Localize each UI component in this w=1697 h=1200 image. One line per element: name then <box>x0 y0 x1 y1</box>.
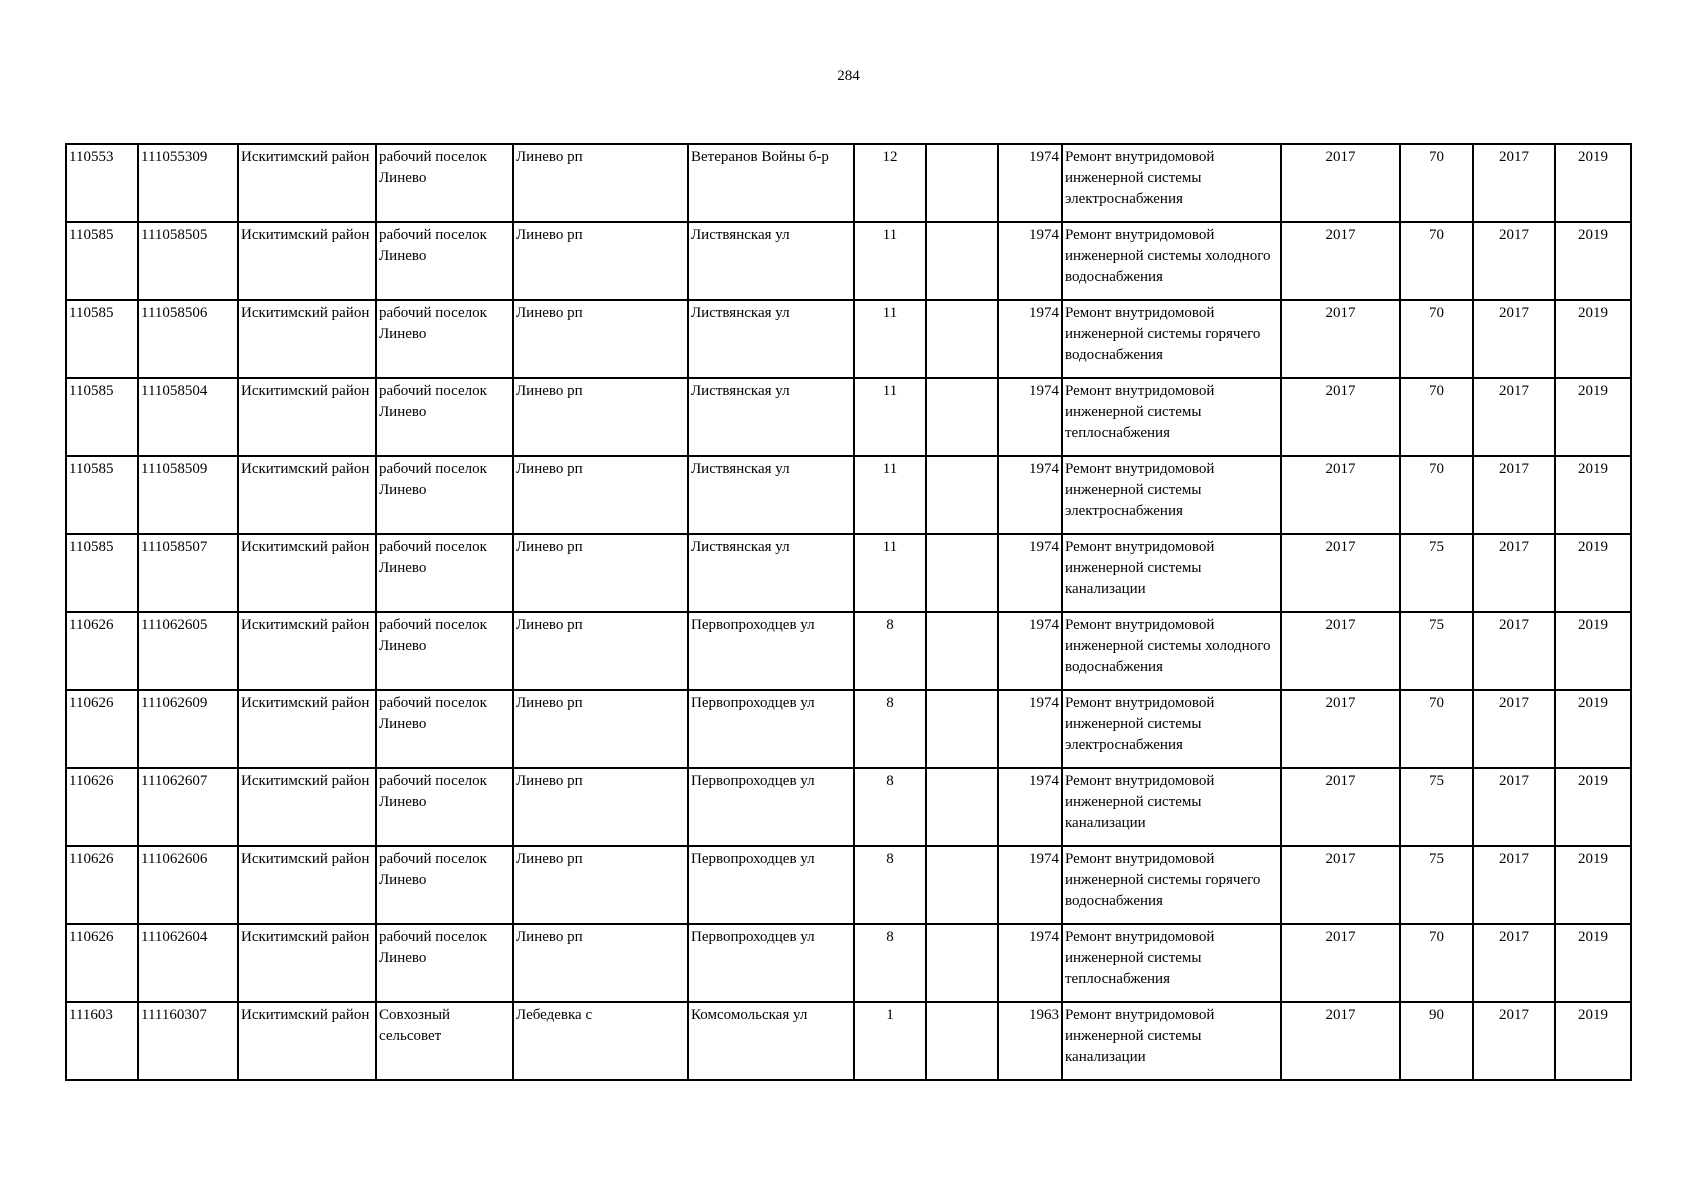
cell-plan-start-year: 2017 <box>1473 456 1555 534</box>
cell-element-code: 111062609 <box>138 690 238 768</box>
cell-work-type: Ремонт внутридомовой инженерной системы канализации <box>1062 534 1281 612</box>
cell-locality: Линево рп <box>513 846 688 924</box>
cell-street: Листвянская ул <box>688 300 854 378</box>
cell-house-number: 8 <box>854 690 926 768</box>
cell-plan-start-year: 2017 <box>1473 300 1555 378</box>
cell-work-type: Ремонт внутридомовой инженерной системы канализации <box>1062 768 1281 846</box>
cell-plan-end-year: 2019 <box>1555 456 1631 534</box>
cell-element-code: 111055309 <box>138 144 238 222</box>
cell-building-letter <box>926 534 998 612</box>
cell-plan-end-year: 2019 <box>1555 1002 1631 1080</box>
cell-element-code: 111058509 <box>138 456 238 534</box>
cell-start-year: 2017 <box>1281 456 1400 534</box>
cell-construction-year: 1963 <box>998 1002 1062 1080</box>
table-row <box>66 456 1631 534</box>
cell-building-letter <box>926 378 998 456</box>
cell-building-letter <box>926 300 998 378</box>
cell-locality: Линево рп <box>513 612 688 690</box>
cell-locality: Линево рп <box>513 144 688 222</box>
cell-start-year: 2017 <box>1281 768 1400 846</box>
cell-house-number: 11 <box>854 222 926 300</box>
cell-object-code: 110585 <box>66 222 138 300</box>
cell-object-code: 111603 <box>66 1002 138 1080</box>
cell-street: Первопроходцев ул <box>688 690 854 768</box>
cell-element-code: 111062607 <box>138 768 238 846</box>
cell-street: Листвянская ул <box>688 222 854 300</box>
cell-house-number: 11 <box>854 300 926 378</box>
cell-street: Первопроходцев ул <box>688 846 854 924</box>
table-row <box>66 846 1631 924</box>
cell-start-year: 2017 <box>1281 300 1400 378</box>
cell-building-letter <box>926 222 998 300</box>
cell-building-letter <box>926 144 998 222</box>
cell-plan-end-year: 2019 <box>1555 846 1631 924</box>
repair-registry-table <box>65 143 1632 1081</box>
cell-construction-year: 1974 <box>998 222 1062 300</box>
cell-building-letter <box>926 612 998 690</box>
cell-building-letter <box>926 924 998 1002</box>
cell-settlement-unit: рабочий поселок Линево <box>376 534 513 612</box>
cell-object-code: 110585 <box>66 456 138 534</box>
cell-settlement-unit: Совхозный сельсовет <box>376 1002 513 1080</box>
cell-construction-year: 1974 <box>998 768 1062 846</box>
cell-plan-start-year: 2017 <box>1473 612 1555 690</box>
cell-street: Первопроходцев ул <box>688 924 854 1002</box>
table-row <box>66 534 1631 612</box>
cell-element-code: 111062606 <box>138 846 238 924</box>
cell-plan-start-year: 2017 <box>1473 846 1555 924</box>
cell-wear-percent: 70 <box>1400 222 1473 300</box>
cell-building-letter <box>926 846 998 924</box>
cell-work-type: Ремонт внутридомовой инженерной системы электроснабжения <box>1062 690 1281 768</box>
cell-object-code: 110626 <box>66 612 138 690</box>
cell-plan-start-year: 2017 <box>1473 924 1555 1002</box>
cell-locality: Линево рп <box>513 534 688 612</box>
cell-street: Листвянская ул <box>688 456 854 534</box>
cell-building-letter <box>926 1002 998 1080</box>
cell-building-letter <box>926 456 998 534</box>
table-row <box>66 300 1631 378</box>
cell-wear-percent: 75 <box>1400 768 1473 846</box>
cell-district: Искитимский район <box>238 378 376 456</box>
cell-plan-end-year: 2019 <box>1555 612 1631 690</box>
cell-object-code: 110585 <box>66 378 138 456</box>
cell-plan-start-year: 2017 <box>1473 690 1555 768</box>
cell-locality: Линево рп <box>513 924 688 1002</box>
cell-start-year: 2017 <box>1281 1002 1400 1080</box>
cell-settlement-unit: рабочий поселок Линево <box>376 924 513 1002</box>
cell-street: Листвянская ул <box>688 534 854 612</box>
cell-start-year: 2017 <box>1281 846 1400 924</box>
cell-plan-start-year: 2017 <box>1473 534 1555 612</box>
cell-settlement-unit: рабочий поселок Линево <box>376 144 513 222</box>
table-row <box>66 768 1631 846</box>
cell-wear-percent: 70 <box>1400 300 1473 378</box>
cell-district: Искитимский район <box>238 612 376 690</box>
cell-settlement-unit: рабочий поселок Линево <box>376 456 513 534</box>
cell-house-number: 1 <box>854 1002 926 1080</box>
cell-house-number: 8 <box>854 846 926 924</box>
cell-house-number: 8 <box>854 924 926 1002</box>
cell-plan-start-year: 2017 <box>1473 1002 1555 1080</box>
cell-start-year: 2017 <box>1281 612 1400 690</box>
cell-element-code: 111160307 <box>138 1002 238 1080</box>
cell-street: Листвянская ул <box>688 378 854 456</box>
cell-plan-start-year: 2017 <box>1473 222 1555 300</box>
cell-district: Искитимский район <box>238 690 376 768</box>
cell-work-type: Ремонт внутридомовой инженерной системы холодного водоснабжения <box>1062 612 1281 690</box>
cell-construction-year: 1974 <box>998 378 1062 456</box>
cell-district: Искитимский район <box>238 456 376 534</box>
cell-plan-start-year: 2017 <box>1473 768 1555 846</box>
cell-work-type: Ремонт внутридомовой инженерной системы электроснабжения <box>1062 456 1281 534</box>
cell-plan-end-year: 2019 <box>1555 144 1631 222</box>
cell-element-code: 111062605 <box>138 612 238 690</box>
cell-district: Искитимский район <box>238 534 376 612</box>
cell-plan-end-year: 2019 <box>1555 534 1631 612</box>
cell-house-number: 8 <box>854 768 926 846</box>
cell-district: Искитимский район <box>238 144 376 222</box>
cell-construction-year: 1974 <box>998 924 1062 1002</box>
table-row <box>66 924 1631 1002</box>
cell-work-type: Ремонт внутридомовой инженерной системы теплоснабжения <box>1062 924 1281 1002</box>
cell-start-year: 2017 <box>1281 378 1400 456</box>
cell-object-code: 110553 <box>66 144 138 222</box>
cell-house-number: 12 <box>854 144 926 222</box>
cell-construction-year: 1974 <box>998 456 1062 534</box>
cell-house-number: 8 <box>854 612 926 690</box>
cell-object-code: 110626 <box>66 690 138 768</box>
cell-work-type: Ремонт внутридомовой инженерной системы горячего водоснабжения <box>1062 300 1281 378</box>
cell-settlement-unit: рабочий поселок Линево <box>376 378 513 456</box>
page-number: 284 <box>837 68 860 84</box>
table-row <box>66 222 1631 300</box>
cell-plan-start-year: 2017 <box>1473 378 1555 456</box>
cell-district: Искитимский район <box>238 300 376 378</box>
cell-start-year: 2017 <box>1281 144 1400 222</box>
cell-element-code: 111058504 <box>138 378 238 456</box>
cell-work-type: Ремонт внутридомовой инженерной системы канализации <box>1062 1002 1281 1080</box>
table-row <box>66 612 1631 690</box>
table-row <box>66 690 1631 768</box>
cell-plan-end-year: 2019 <box>1555 222 1631 300</box>
cell-object-code: 110626 <box>66 846 138 924</box>
cell-work-type: Ремонт внутридомовой инженерной системы теплоснабжения <box>1062 378 1281 456</box>
cell-wear-percent: 70 <box>1400 378 1473 456</box>
cell-locality: Линево рп <box>513 300 688 378</box>
cell-settlement-unit: рабочий поселок Линево <box>376 300 513 378</box>
cell-object-code: 110626 <box>66 768 138 846</box>
cell-plan-end-year: 2019 <box>1555 924 1631 1002</box>
cell-plan-end-year: 2019 <box>1555 300 1631 378</box>
cell-locality: Линево рп <box>513 690 688 768</box>
cell-street: Комсомольская ул <box>688 1002 854 1080</box>
cell-locality: Линево рп <box>513 222 688 300</box>
cell-settlement-unit: рабочий поселок Линево <box>376 768 513 846</box>
cell-work-type: Ремонт внутридомовой инженерной системы холодного водоснабжения <box>1062 222 1281 300</box>
table-row <box>66 378 1631 456</box>
cell-locality: Лебедевка с <box>513 1002 688 1080</box>
cell-settlement-unit: рабочий поселок Линево <box>376 846 513 924</box>
cell-wear-percent: 70 <box>1400 144 1473 222</box>
cell-street: Первопроходцев ул <box>688 612 854 690</box>
cell-plan-end-year: 2019 <box>1555 768 1631 846</box>
cell-house-number: 11 <box>854 456 926 534</box>
table-row <box>66 1002 1631 1080</box>
cell-house-number: 11 <box>854 534 926 612</box>
cell-start-year: 2017 <box>1281 534 1400 612</box>
cell-street: Ветеранов Войны б-р <box>688 144 854 222</box>
cell-district: Искитимский район <box>238 768 376 846</box>
cell-locality: Линево рп <box>513 456 688 534</box>
cell-start-year: 2017 <box>1281 222 1400 300</box>
cell-construction-year: 1974 <box>998 690 1062 768</box>
cell-building-letter <box>926 690 998 768</box>
cell-start-year: 2017 <box>1281 690 1400 768</box>
cell-wear-percent: 75 <box>1400 846 1473 924</box>
cell-wear-percent: 70 <box>1400 456 1473 534</box>
cell-street: Первопроходцев ул <box>688 768 854 846</box>
cell-settlement-unit: рабочий поселок Линево <box>376 690 513 768</box>
cell-settlement-unit: рабочий поселок Линево <box>376 222 513 300</box>
cell-district: Искитимский район <box>238 1002 376 1080</box>
cell-object-code: 110626 <box>66 924 138 1002</box>
cell-plan-end-year: 2019 <box>1555 378 1631 456</box>
cell-object-code: 110585 <box>66 300 138 378</box>
cell-element-code: 111058506 <box>138 300 238 378</box>
cell-house-number: 11 <box>854 378 926 456</box>
cell-district: Искитимский район <box>238 222 376 300</box>
cell-work-type: Ремонт внутридомовой инженерной системы электроснабжения <box>1062 144 1281 222</box>
cell-settlement-unit: рабочий поселок Линево <box>376 612 513 690</box>
cell-district: Искитимский район <box>238 846 376 924</box>
cell-work-type: Ремонт внутридомовой инженерной системы горячего водоснабжения <box>1062 846 1281 924</box>
cell-construction-year: 1974 <box>998 846 1062 924</box>
cell-wear-percent: 70 <box>1400 690 1473 768</box>
table-body <box>66 144 1631 1080</box>
cell-building-letter <box>926 768 998 846</box>
cell-construction-year: 1974 <box>998 300 1062 378</box>
cell-start-year: 2017 <box>1281 924 1400 1002</box>
cell-locality: Линево рп <box>513 768 688 846</box>
cell-wear-percent: 70 <box>1400 924 1473 1002</box>
cell-district: Искитимский район <box>238 924 376 1002</box>
cell-object-code: 110585 <box>66 534 138 612</box>
cell-wear-percent: 90 <box>1400 1002 1473 1080</box>
cell-plan-start-year: 2017 <box>1473 144 1555 222</box>
cell-construction-year: 1974 <box>998 612 1062 690</box>
cell-wear-percent: 75 <box>1400 612 1473 690</box>
cell-element-code: 111062604 <box>138 924 238 1002</box>
cell-element-code: 111058505 <box>138 222 238 300</box>
cell-construction-year: 1974 <box>998 144 1062 222</box>
table-row <box>66 144 1631 222</box>
cell-plan-end-year: 2019 <box>1555 690 1631 768</box>
cell-locality: Линево рп <box>513 378 688 456</box>
cell-element-code: 111058507 <box>138 534 238 612</box>
cell-construction-year: 1974 <box>998 534 1062 612</box>
cell-wear-percent: 75 <box>1400 534 1473 612</box>
